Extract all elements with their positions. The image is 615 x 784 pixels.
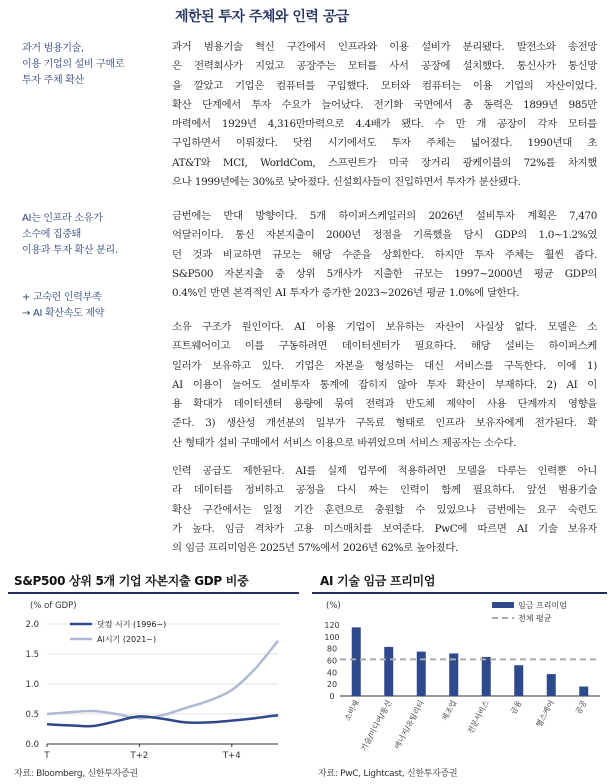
sidenote-line: AI는 인프라 소유가 <box>22 213 103 224</box>
paragraph-line: 으나 1999년에는 30%로 낮아졌다. 신설회사들이 진입하면서 투자가 분산됐다. <box>172 176 521 189</box>
sidenote-line: + 고숙련 인력부족 <box>22 292 102 303</box>
y-tick-label: 120 <box>324 621 340 630</box>
right-chart-source: 자료: PwC, Lightcast, 신한투자증권 <box>318 769 458 779</box>
wage-premium-bar <box>482 657 491 696</box>
paragraph-line: 금번에는 반대 방향이다. 5개 하이퍼스케일러의 2026년 설비투자 계획은 7,470 <box>172 210 597 222</box>
page-title: 제한된 투자 주체와 인력 공급 <box>175 9 349 25</box>
x-category-label: 제조업 <box>440 698 459 723</box>
paragraph-line: 인력 공급도 제한된다. AI를 실제 업무에 적용하려면 모델을 다루는 인력뿐 아니 <box>172 465 597 477</box>
x-category-label: 전문서비스 <box>465 698 492 736</box>
paragraph-line: 구입하면서 이뤄졌다. 닷컴 시기에서도 투자 주체는 넓어졌다. 1990년대 초 <box>172 137 597 150</box>
sidenote-line: 과거 범용기술, <box>22 43 84 54</box>
y-tick-label: 100 <box>324 632 340 642</box>
paragraph-line: 마력에서 1929년 4,316만마력으로 4.4배가 됐다. 수 만 개 공장이 각자 모터를 <box>172 118 597 131</box>
y-tick-label: 0.5 <box>25 710 39 720</box>
left-chart-title: S&P500 상위 5개 기업 자본지출 GDP 비중 <box>14 574 249 588</box>
x-tick-label: T+2 <box>130 751 149 761</box>
legend-label: 닷컴 시기 (1996~) <box>97 620 167 629</box>
paragraph-line: 용 확대가 데이터센터 용량에 묶여 전력과 반도체 제약이 사용 단계까지 영향을 <box>172 398 597 411</box>
wage-premium-bar-chart <box>310 594 610 766</box>
paragraph-line: 의 임금 프리미엄은 2025년 57%에서 2026년 62%로 높아졌다. <box>172 542 458 555</box>
x-category-label: 소비재 <box>342 698 362 723</box>
legend-label: 전체 평균 <box>518 614 552 623</box>
x-category-label: 공공 <box>573 698 589 716</box>
paragraph-line: 던 것과 비교하면 규모는 해당 수준을 상회한다. 하지만 투자 주체는 훨씬 좁다. <box>172 248 597 261</box>
paragraph-line: 준다. 3) 생산성 개선분의 일부가 구독료 형태로 인프라 보유자에게 전가된다. 확 <box>172 417 597 430</box>
y-tick-label: 20 <box>326 680 338 690</box>
paragraph-line: AI 이용이 늘어도 설비투자 통계에 잡히지 않아 투자 확산이 부재하다. 2) AI 이 <box>172 378 597 391</box>
paragraph-2 <box>172 207 597 303</box>
wage-premium-bar <box>579 687 588 696</box>
x-category-label: 기술/미디어/통신 <box>359 698 394 753</box>
capex-gdp-line-chart <box>0 594 300 764</box>
wage-premium-bar <box>352 627 361 696</box>
y-tick-label: 2.0 <box>25 620 39 630</box>
paragraph-line: 은 전력회사가 지었고 공장주는 모터를 사서 공장에 설치했다. 통신사가 통신망 <box>172 60 597 73</box>
x-tick-label: T+4 <box>222 751 241 761</box>
y-tick-label: 0.0 <box>25 740 39 750</box>
wage-premium-bar <box>417 652 426 696</box>
paragraph-line: 일러가 보유하고 있다. 기업은 자본을 형성하는 대신 서비스를 구독한다. 이에 1) <box>172 359 597 372</box>
paragraph-line: AT&T와 MCI, WorldCom, 스프린트가 미국 장거리 광케이블의 72%를 차지했 <box>172 156 597 169</box>
paragraph-line: 소유 구조가 원인이다. AI 이용 기업이 보유하는 자산이 사실상 없다. 모델은 소 <box>172 321 597 333</box>
sidenote-line: 이용 기업의 설비 구매로 <box>22 59 125 70</box>
paragraph-line: 을 깔았고 기업은 컴퓨터를 구입했다. 모터와 컴퓨터는 이용 기업의 자산이었다. <box>172 79 597 92</box>
right-chart-title: AI 기술 임금 프리미엄 <box>320 574 436 588</box>
paragraph-line: 프트웨어이고 이를 구동하려면 데이터센터가 필요하다. 해당 설비는 하이퍼스케 <box>172 340 597 353</box>
sidenote-line: 투자 주체 확산 <box>22 75 84 86</box>
y-tick-label: 1.0 <box>25 680 39 690</box>
legend-swatch <box>492 602 514 608</box>
x-category-label: 에너지/유틸리티 <box>392 698 427 751</box>
sidenote-2 <box>22 211 162 259</box>
ai-series-line <box>47 641 278 718</box>
wage-premium-bar <box>384 647 393 696</box>
x-category-label: 헬스케어 <box>534 698 557 729</box>
paragraph-3 <box>172 318 597 453</box>
y-unit-label: (%) <box>326 601 341 611</box>
wage-premium-bar <box>547 674 556 696</box>
sidenote-line: 소수에 집중돼 <box>22 229 82 240</box>
paragraph-line: S&P500 자본지출 중 상위 5개사가 지출한 규모는 1997~2000년 평균 GDP의 <box>172 267 597 280</box>
paragraph-line: 확산 단계에서 투자 수요가 늘어났다. 전기화 국면에서 총 동력은 1899년 985만 <box>172 98 597 111</box>
paragraph-line: 0.4%인 반면 본격적인 AI 투자가 증가한 2023~2026년 평균 1.0%에 달한다. <box>172 287 520 300</box>
x-category-label: 금융 <box>508 698 524 716</box>
paragraph-line: 억달러이다. 통신 자본지출이 2000년 정점을 기록했을 당시 GDP의 1.0~1.2%였 <box>172 229 597 242</box>
left-chart-source: 자료: Bloomberg, 신한투자증권 <box>14 769 138 779</box>
paragraph-4 <box>172 462 597 558</box>
paragraph-1 <box>172 38 597 192</box>
paragraph-line: 확산 구간에서는 일정 기간 훈련으로 충원할 수 있었으나 금번에는 요구 숙련도 <box>172 503 597 516</box>
sidenote-line: 이용과 투자 확산 분리. <box>22 245 118 256</box>
wage-premium-bar <box>514 665 523 696</box>
dotcom-series-line <box>47 715 278 726</box>
y-unit-label: (% of GDP) <box>30 601 77 611</box>
legend-label: AI시기 (2021~) <box>97 635 157 644</box>
sidenote-1 <box>22 41 162 89</box>
y-tick-label: 60 <box>326 656 338 666</box>
y-tick-label: 80 <box>326 644 338 654</box>
y-tick-label: 0 <box>329 692 335 701</box>
y-tick-label: 40 <box>326 668 338 678</box>
paragraph-line: 과거 범용기술 혁신 구간에서 인프라와 이용 설비가 분리됐다. 발전소와 송전망 <box>172 41 597 53</box>
sidenote-3 <box>22 290 162 322</box>
x-tick-label: T <box>44 751 50 761</box>
paragraph-line: 라 데이터를 정비하고 공정을 다시 짜는 인력이 함께 필요하다. 앞선 범용기술 <box>172 484 597 497</box>
legend-label: 임금 프리미엄 <box>518 601 567 610</box>
y-tick-label: 1.5 <box>25 650 39 660</box>
paragraph-line: 가 높다. 임금 격차가 고용 미스매치를 보여준다. PwC에 따르면 AI 기술 보유자 <box>172 522 597 535</box>
paragraph-line: 산 형태가 설비 구매에서 서비스 이용으로 바뀌었으며 서비스 제공자는 소수다. <box>172 436 517 449</box>
sidenote-line: → AI 확산속도 제약 <box>22 308 105 319</box>
